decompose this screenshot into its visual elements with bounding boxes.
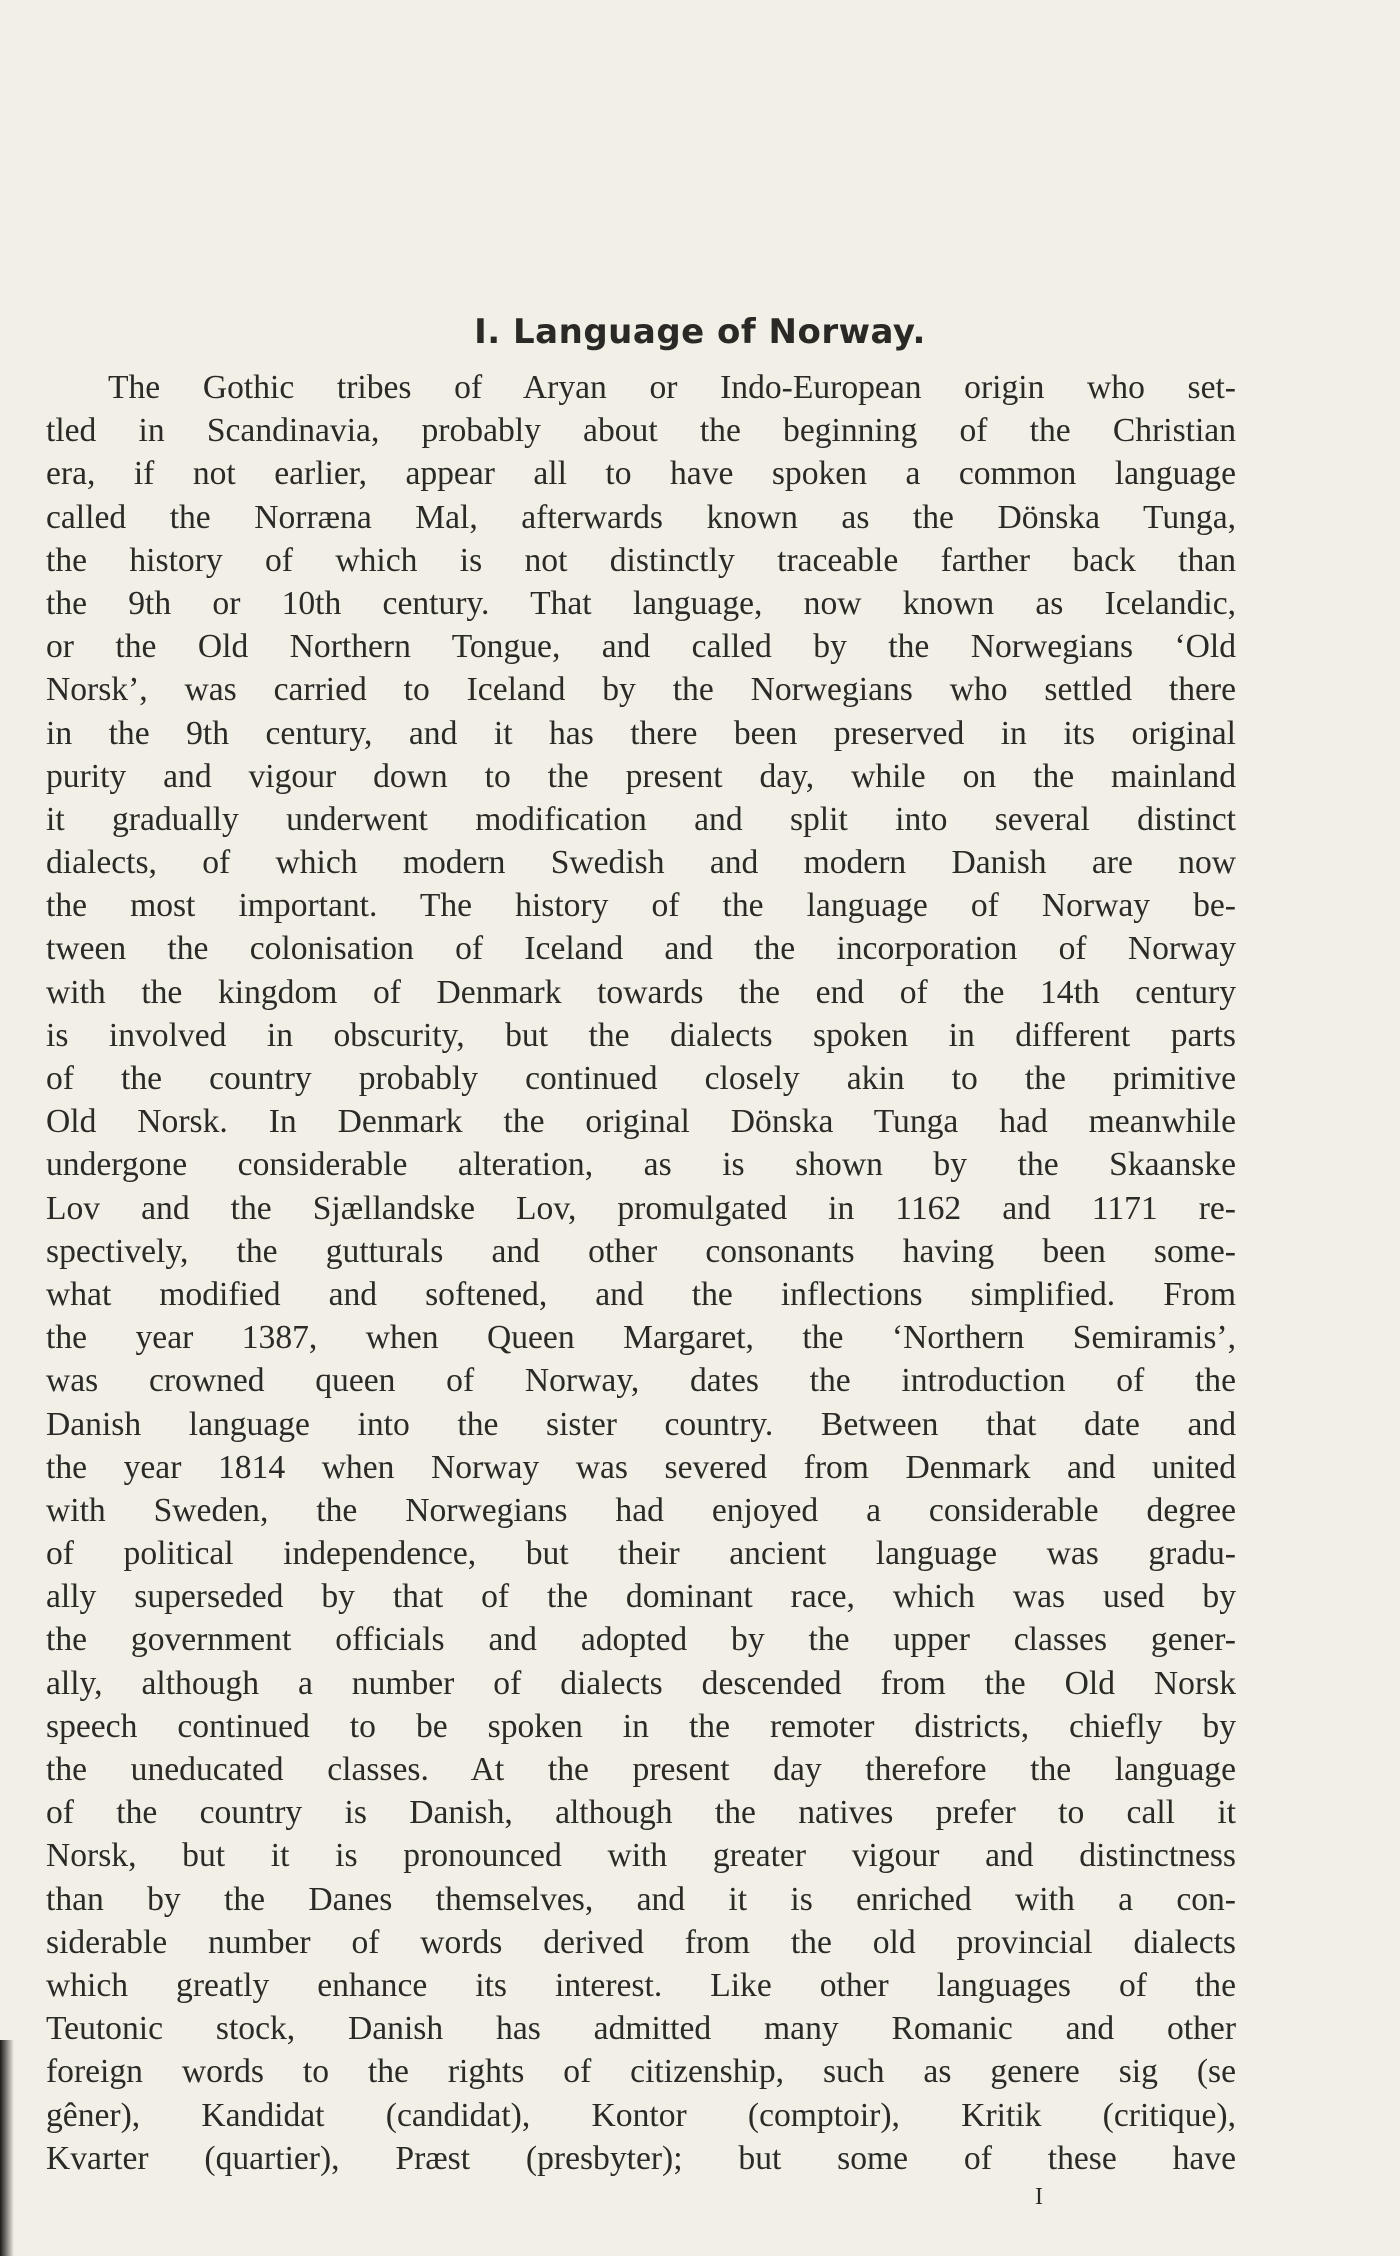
text-line: Norsk’, was carried to Iceland by the Norwegians who settled there [46, 671, 1236, 709]
section-heading: I. Language of Norway. [474, 312, 926, 352]
text-line: ally, although a number of dialects descended from the Old Norsk [46, 1664, 1236, 1702]
text-line: Danish language into the sister country. Between that date and [46, 1405, 1236, 1443]
text-line: speech continued to be spoken in the remoter districts, chiefly by [46, 1707, 1236, 1745]
text-line: spectively, the gutturals and other consonants having been some- [46, 1232, 1236, 1270]
body-text [46, 366, 1236, 2180]
text-line: of the country is Danish, although the natives prefer to call it [46, 1794, 1236, 1832]
text-line: undergone considerable alteration, as is shown by the Skaanske [46, 1146, 1236, 1184]
text-line: Kvarter (quartier), Præst (presbyter); but some of these have [46, 2139, 1236, 2177]
text-line: the most important. The history of the language of Norway be- [46, 887, 1236, 925]
text-line: the year 1814 when Norway was severed from Denmark and united [46, 1448, 1236, 1486]
text-line: Lov and the Sjællandske Lov, promulgated in 1162 and 1171 re- [46, 1189, 1236, 1227]
binding-edge-shadow [0, 2040, 14, 2256]
text-line: the year 1387, when Queen Margaret, the ‘Northern Semiramis’, [46, 1319, 1236, 1357]
text-line: tween the colonisation of Iceland and the incorporation of Norway [46, 930, 1236, 968]
text-line: ally superseded by that of the dominant race, which was used by [46, 1578, 1236, 1616]
text-line: The Gothic tribes of Aryan or Indo-European origin who set- [108, 369, 1236, 406]
text-line: was crowned queen of Norway, dates the introduction of the [46, 1362, 1236, 1400]
text-line: gêner), Kandidat (candidat), Kontor (comptoir), Kritik (critique), [46, 2096, 1236, 2134]
text-line: in the 9th century, and it has there been preserved in its original [46, 714, 1236, 752]
text-line: the 9th or 10th century. That language, now known as Icelandic, [46, 584, 1236, 622]
text-line: Teutonic stock, Danish has admitted many Romanic and other [46, 2010, 1236, 2048]
text-line: which greatly enhance its interest. Like other languages of the [46, 1966, 1236, 2004]
text-line: the government officials and adopted by the upper classes gener- [46, 1621, 1236, 1659]
text-line: the uneducated classes. At the present day therefore the language [46, 1751, 1236, 1788]
text-line: siderable number of words derived from the old provincial dialects [46, 1923, 1236, 1961]
text-line: Norsk, but it is pronounced with greater vigour and distinctness [46, 1837, 1236, 1875]
text-line: or the Old Northern Tongue, and called by the Norwegians ‘Old [46, 628, 1236, 666]
text-line: with Sweden, the Norwegians had enjoyed a considerable degree [46, 1491, 1236, 1529]
text-line: the history of which is not distinctly traceable farther back than [46, 541, 1236, 579]
text-line: foreign words to the rights of citizenship, such as genere sig (se [46, 2053, 1236, 2091]
text-line: called the Norræna Mal, afterwards known as the Dönska Tunga, [46, 498, 1236, 536]
text-line: of the country probably continued closely akin to the primitive [46, 1060, 1236, 1097]
text-line: with the kingdom of Denmark towards the end of the 14th century [46, 973, 1236, 1011]
text-line: tled in Scandinavia, probably about the beginning of the Christian [46, 412, 1236, 450]
text-line: what modified and softened, and the inflections simplified. From [46, 1275, 1236, 1313]
text-line: Old Norsk. In Denmark the original Dönska Tunga had meanwhile [46, 1103, 1236, 1141]
text-line: of political independence, but their ancient language was gradu- [46, 1535, 1236, 1573]
text-line: it gradually underwent modification and split into several distinct [46, 800, 1236, 838]
text-line: dialects, of which modern Swedish and modern Danish are now [46, 844, 1236, 882]
text-line: era, if not earlier, appear all to have spoken a common language [46, 455, 1236, 493]
text-line: is involved in obscurity, but the dialects spoken in different parts [46, 1016, 1236, 1054]
text-line: than by the Danes themselves, and it is enriched with a con- [46, 1880, 1236, 1918]
page-number: I [1035, 2184, 1043, 2210]
text-line: purity and vigour down to the present day, while on the mainland [46, 757, 1236, 795]
